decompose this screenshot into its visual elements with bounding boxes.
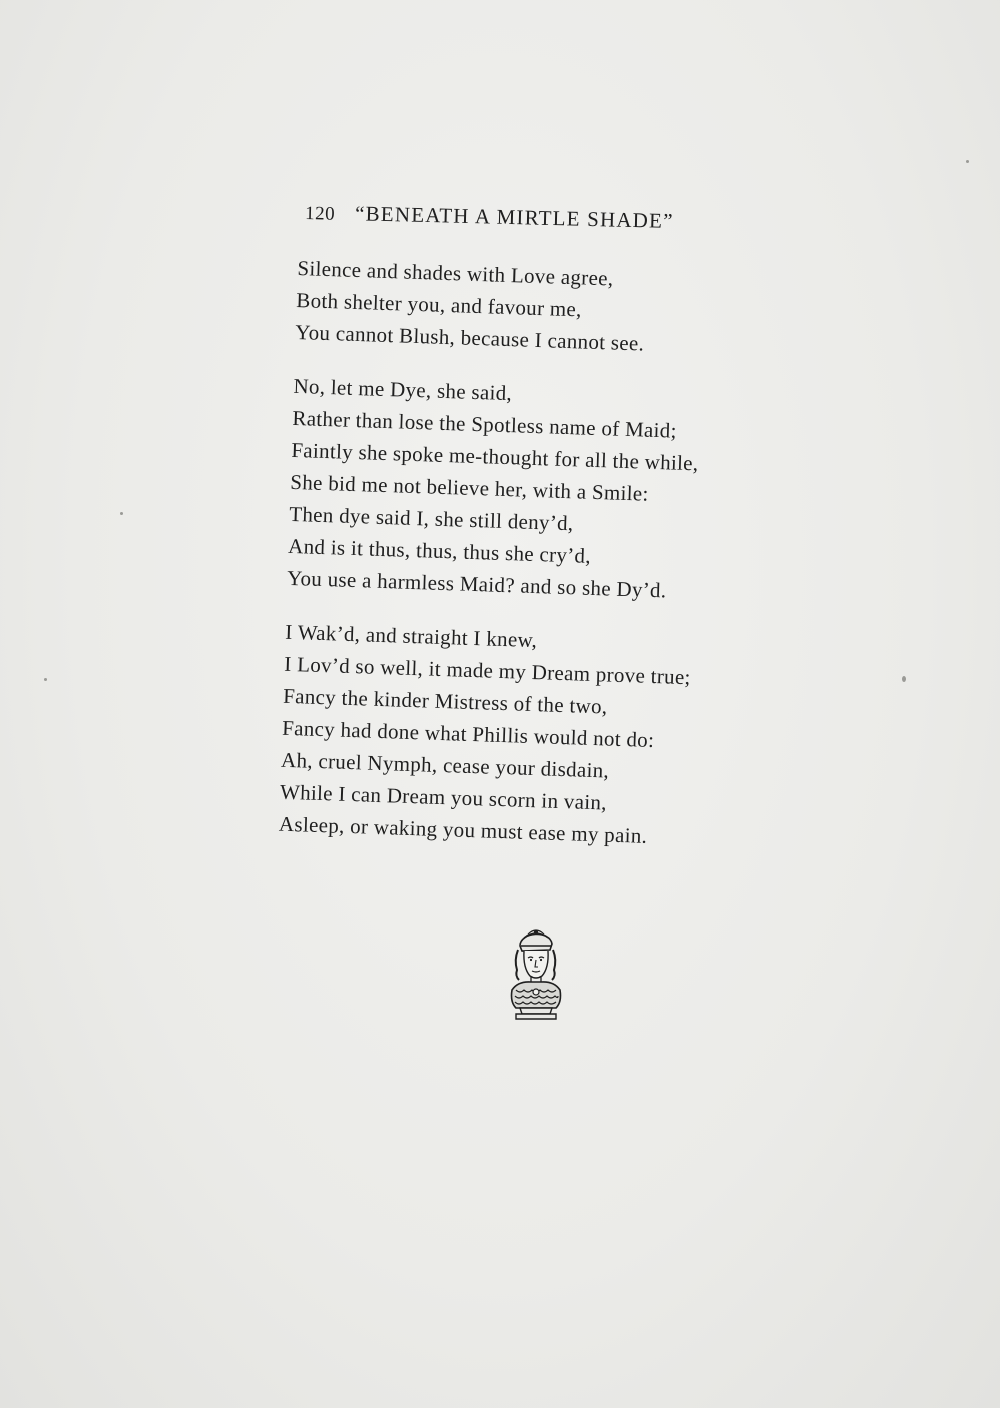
poem-line: She bid me not believe her, with a Smile: — [289, 469, 650, 506]
poem-line: I Wak’d, and straight I knew, — [285, 619, 538, 653]
stanza — [287, 370, 814, 611]
poem-line: Silence and shades with Love agree, — [297, 255, 614, 291]
poem-line: While I can Dream you scorn in vain, — [279, 779, 608, 815]
paper-speck — [902, 676, 906, 682]
poem-line: Ah, cruel Nymph, cease your disdain, — [280, 747, 610, 783]
stanza — [295, 252, 818, 365]
poem-line: I Lov’d so well, it made my Dream prove true; — [283, 651, 692, 690]
poem-line: Fancy the kinder Mistress of the two, — [282, 683, 608, 719]
poem-line: You use a harmless Maid? and so she Dy’d. — [286, 565, 667, 603]
poem-line: Then dye said I, she still deny’d, — [288, 501, 574, 536]
poem-line: Both shelter you, and favour me, — [296, 287, 583, 322]
running-header — [305, 200, 766, 247]
stanza — [279, 616, 806, 857]
paper-speck — [966, 160, 969, 163]
page-number: 120 — [304, 203, 336, 225]
running-title: “BENEATH A MIRTLE SHADE” — [354, 201, 674, 234]
poem-line: Faintly she spoke me-thought for all the while, — [291, 437, 699, 476]
paper-speck — [120, 512, 123, 515]
poem-line: Rather than lose the Spotless name of Maid; — [292, 405, 678, 443]
poem-line: No, let me Dye, she said, — [293, 373, 513, 406]
poem — [278, 252, 818, 879]
poem-line: And is it thus, thus, thus she cry’d, — [287, 533, 592, 568]
poem-line: Asleep, or waking you must ease my pain. — [278, 811, 648, 848]
classical-bust-icon — [500, 924, 570, 1024]
paper-speck — [44, 678, 47, 681]
poem-line: You cannot Blush, because I cannot see. — [294, 319, 645, 356]
poem-line: Fancy had done what Phillis would not do: — [281, 715, 655, 753]
